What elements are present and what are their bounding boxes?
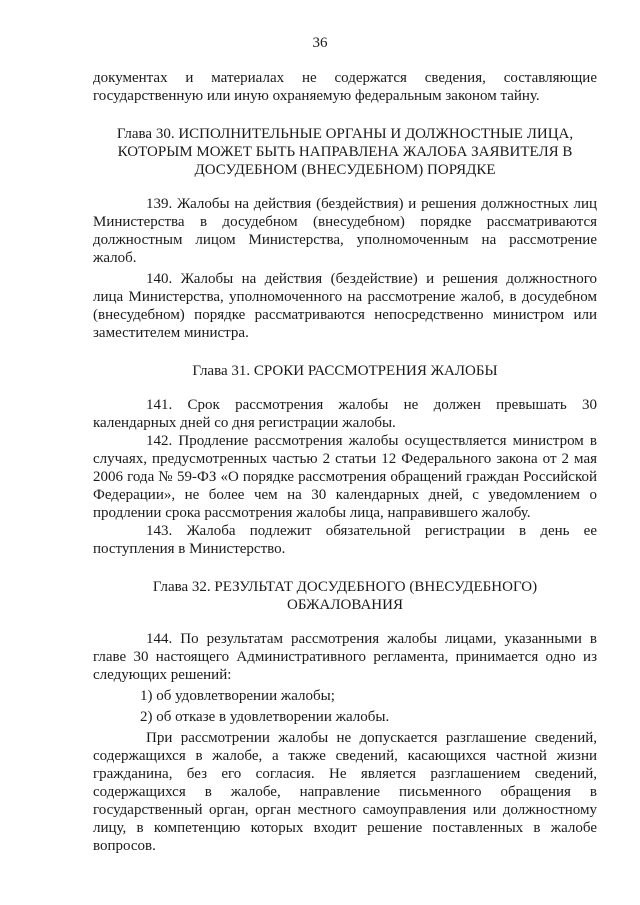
chapter-31 — [93, 362, 597, 558]
list-item-1: 1) об удовлетворении жалобы; — [140, 688, 335, 704]
chapter-30-title-line-3: ДОСУДЕБНОМ (ВНЕСУДЕБНОМ) ПОРЯДКЕ — [194, 162, 496, 178]
page-number: 36 — [312, 35, 328, 51]
list-item-2: 2) об отказе в удовлетворении жалобы. — [140, 709, 390, 725]
paragraph-140: 140. Жалобы на действия (бездействие) и решения должностного лица Министерства, уполномоченного на рассмотрение жалоб, в досудебном (внесудебном) порядке рассматриваются непосредственно министром или заместителем министра. — [93, 271, 597, 341]
chapter-32 — [93, 578, 597, 855]
top-paragraph: документах и материалах не содержатся сведения, составляющие государственную или иную охраняемую федеральным законом тайну. — [93, 70, 597, 104]
chapter-30-title-line-2: КОТОРЫМ МОЖЕТ БЫТЬ НАПРАВЛЕНА ЖАЛОБА ЗАЯВИТЕЛЯ В — [117, 144, 573, 160]
chapter-32-title-line-2: ОБЖАЛОВАНИЯ — [287, 597, 403, 613]
chapter-31-title: Глава 31. СРОКИ РАССМОТРЕНИЯ ЖАЛОБЫ — [192, 363, 498, 379]
paragraph-139: 139. Жалобы на действия (бездействия) и решения должностных лиц Министерства в досудебном (внесудебном) порядке рассматриваются должностным лицом Министерства, уполномоченным на рассмотрение жалоб. — [93, 196, 597, 266]
paragraph-142: 142. Продление рассмотрения жалобы осуществляется министром в случаях, предусмотренных частью 2 статьи 12 Федерального закона от 2 мая 2006 года № 59-ФЗ «О порядке рассмотрения обращений граждан Российской Федерации», не более чем на 30 календарных дней, с уведомлением о продлении срока рассмотрения жалобы лица, направившего жалобу. — [93, 433, 597, 521]
paragraph-143: 143. Жалоба подлежит обязательной регистрации в день ее поступления в Министерство. — [93, 523, 597, 557]
paragraph-144: 144. По результатам рассмотрения жалобы лицами, указанными в главе 30 настоящего Административного регламента, принимается одно из следующих решений: — [93, 631, 597, 683]
chapter-32-title-line-1: Глава 32. РЕЗУЛЬТАТ ДОСУДЕБНОГО (ВНЕСУДЕБНОГО) — [152, 579, 538, 595]
page-content — [93, 69, 597, 855]
chapter-30 — [93, 125, 597, 342]
closing-paragraph: При рассмотрении жалобы не допускается разглашение сведений, содержащихся в жалобе, а также сведений, касающихся частной жизни гражданина, без его согласия. Не является разглашением сведений, содержащихся в жалобе, направление письменного обращения в государственный орган, орган местного самоуправления или должностному лицу, в компетенцию которых входит решение поставленных в жалобе вопросов. — [93, 730, 597, 854]
paragraph-141: 141. Срок рассмотрения жалобы не должен превышать 30 календарных дней со дня регистрации жалобы. — [93, 397, 597, 431]
chapter-30-title-line-1: Глава 30. ИСПОЛНИТЕЛЬНЫЕ ОРГАНЫ И ДОЛЖНОСТНЫЕ ЛИЦА, — [116, 126, 574, 142]
